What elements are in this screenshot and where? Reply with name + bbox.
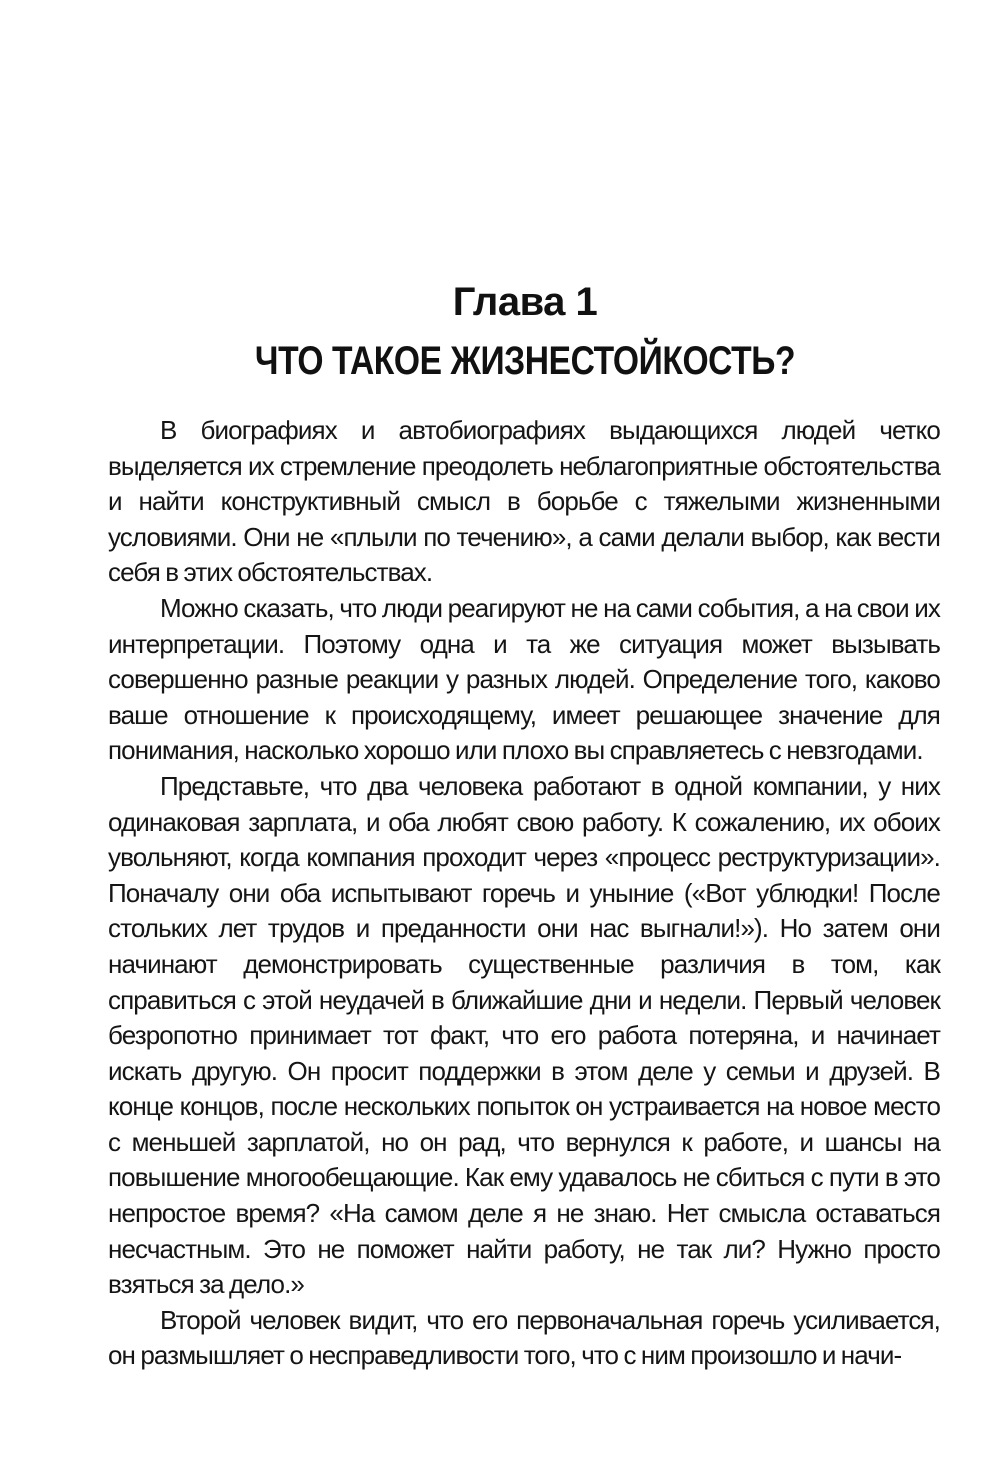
chapter-label: Глава 1 — [452, 280, 598, 324]
chapter-body — [108, 413, 940, 1374]
chapter-title: ЧТО ТАКОЕ ЖИЗНЕСТОЙКОСТЬ? — [254, 339, 796, 383]
paragraph: Второй человек видит, что его первоначальная горечь усиливается, он размышляет о несправедливости того, что с ним произошло и начи- — [108, 1304, 940, 1371]
paragraph: Представьте, что два человека работают в одной компании, у них одинаковая зарплата, и оба любят свою работу. К сожалению, их обоих увольняют, когда компания проходит через «процесс реструктуризации». Поначалу они оба испытывают горечь и уныние («Вот ублюдки! После стольких лет трудов и преданности они нас выгнали!»). Но затем они начинают демонстрировать существенные различия в том, как справиться с этой неудачей в ближайшие дни и недели. Первый человек безропотно принимает тот факт, что его работа потеряна, и начинает искать другую. Он просит поддержки в этом деле у семьи и друзей. В конце концов, после нескольких попыток он устраивается на новое место с меньшей зарплатой, но он рад, что вернулся к работе, и шансы на повышение многообещающие. Как ему удавалось не сбиться с пути в это непростое время? «На самом деле я не знаю. Нет смысла оставаться несчастным. Это не поможет найти работу, не так ли? Нужно просто взяться за дело.» — [108, 770, 940, 1300]
paragraph: В биографиях и автобиографиях выдающихся людей четко выделяется их стремление преодолеть неблагоприятные обстоятельства и найти конструктивный смысл в борьбе с тяжелыми жизненными условиями. Они не «плыли по течению», а сами делали выбор, как вести себя в этих обстоятельствах. — [108, 415, 940, 588]
paragraph: Можно сказать, что люди реагируют не на сами события, а на свои их интерпретации. Поэтому одна и та же ситуация может вызывать совершенно разные реакции у разных людей. Определение того, каково ваше отношение к происходящему, имеет решающее значение для понимания, насколько хорошо или плохо вы справляетесь с невзгодами. — [108, 592, 940, 766]
